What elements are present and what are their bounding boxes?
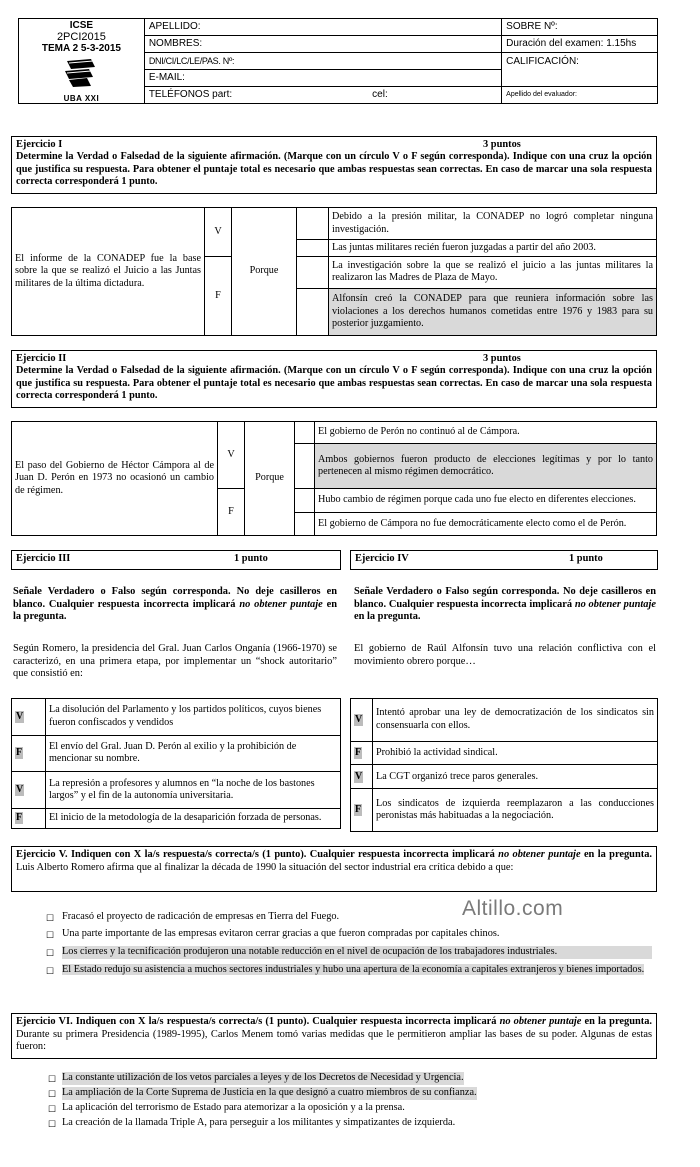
ex1-porque: Porque: [232, 208, 297, 336]
email-field[interactable]: E-MAIL:: [144, 70, 501, 87]
ex1-points: 3 puntos: [483, 139, 521, 150]
ex6-head-b: en la pregunta.: [581, 1016, 653, 1027]
ex2-title-row: [16, 353, 652, 365]
ex4-row-2: La CGT organizó trece paros generales.: [373, 765, 658, 789]
ex4-instr-b: en la pregunta.: [354, 611, 421, 623]
ex2-check-2[interactable]: [295, 489, 315, 512]
ex2-instructions: [11, 350, 657, 408]
ex2-option-3: El gobierno de Cámpora no fue democráticamente electo como el de Perón.: [315, 512, 657, 535]
ex4-row-0: Intentó aprobar una ley de democratización de los sindicatos sin consensuarla con ellos.: [373, 699, 658, 742]
ex2-f[interactable]: F: [218, 489, 245, 536]
ex3-row-1: El envío del Gral. Juan D. Perón al exilio y la prohibición de mencionar su nombre.: [46, 735, 341, 772]
ex4-cell-3[interactable]: [351, 789, 373, 832]
theme: TEMA 2 5-3-2015: [41, 43, 121, 55]
dni-field[interactable]: DNI/CI/LC/LE/PAS. Nº:: [144, 53, 501, 70]
ex1-statement: El informe de la CONADEP fue la base sobre la que se realizó el Juicio a las Juntas militares de la última dictadura.: [12, 208, 205, 336]
ex4-instr: [354, 586, 656, 624]
ex4-title-box: [350, 550, 658, 570]
ex5-head-italic: no obtener puntaje: [498, 849, 581, 860]
ex1-check-3[interactable]: [297, 288, 329, 335]
ex1-option-0: Debido a la presión militar, la CONADEP no logró completar ninguna investigación.: [329, 208, 657, 240]
ex6-checkbox-1[interactable]: ☐: [48, 1089, 57, 1099]
ex1-option-3: Alfonsín creó la CONADEP para que reuniera información sobre las violaciones a los derechos humanos cometidas entre 1976 y 1983 para su posterior juzgamiento.: [329, 288, 657, 335]
ex3-cell-1[interactable]: [12, 735, 46, 772]
telefonos-field[interactable]: [144, 87, 501, 104]
duracion: Duración del examen: 1.15hs: [502, 36, 658, 53]
ex2-check-0[interactable]: [295, 422, 315, 444]
ex6-item-0: La constante utilización de los vetos parciales a leyes y de los Decretos de Necesidad y Urgencia.: [62, 1072, 464, 1083]
ex6-checkbox-3[interactable]: ☐: [48, 1119, 57, 1129]
ex2-table: [11, 421, 657, 536]
ex4-letter-0: V: [355, 713, 363, 725]
ex5-item-3: [62, 964, 692, 977]
ex2-title: Ejercicio II: [16, 353, 67, 364]
ex1-check-2[interactable]: [297, 256, 329, 288]
ex5-text: Luis Alberto Romero afirma que al finalizar la década de 1990 la situación del sector industrial era crítica debido a que:: [16, 861, 514, 873]
ex3-row-3: El inicio de la metodología de la desaparición forzada de personas.: [46, 808, 341, 828]
ex4-table: [350, 698, 658, 832]
ex3-cell-2[interactable]: [12, 772, 46, 809]
ex3-instr-b: en la pregunta.: [13, 598, 337, 623]
ex1-v[interactable]: V: [205, 208, 232, 257]
ex4-title: Ejercicio IV: [355, 553, 409, 564]
sobre-field[interactable]: SOBRE Nº:: [502, 19, 658, 36]
ex1-f[interactable]: F: [205, 256, 232, 335]
ex1-table: [11, 207, 657, 336]
ex3-letter-0: V: [16, 710, 24, 722]
ex4-letter-2: V: [355, 770, 363, 782]
ex4-text: El gobierno de Raúl Alfonsín tuvo una relación conflictiva con el movimiento obrero porque…: [354, 643, 656, 667]
ex4-points: 1 punto: [569, 553, 603, 564]
ex2-option-2: Hubo cambio de régimen porque cada uno fue electo en diferentes elecciones.: [315, 489, 657, 512]
ex1-title: Ejercicio I: [16, 139, 63, 150]
ex1-instructions: [11, 136, 657, 194]
ex1-title-row: [16, 139, 652, 151]
ex3-points: 1 punto: [234, 553, 268, 564]
ex5-item-2: Los cierres y la tecnificación produjeron una notable reducción en el nivel de ocupación de los trabajadores industriales.: [62, 946, 652, 959]
uba-logo-icon: [61, 57, 101, 89]
ex5-item-1: Una parte importante de las empresas evitaron cerrar gracias a que fueron compradas por capitales chinos.: [62, 928, 500, 939]
watermark: Altillo.com: [462, 897, 564, 920]
cel-label: cel:: [372, 89, 388, 101]
ex3-row-2: La represión a profesores y alumnos en “la noche de los bastones largos” y el fin de la autonomía universitaria.: [46, 772, 341, 809]
ex3-cell-0[interactable]: [12, 699, 46, 736]
ex3-title-box: [11, 550, 341, 570]
ex4-cell-0[interactable]: [351, 699, 373, 742]
ex1-check-0[interactable]: [297, 208, 329, 240]
ex4-letter-3: F: [355, 803, 362, 815]
ex5-item-3-text: El Estado redujo su asistencia a muchos sectores industriales y hubo una apertura de la economía a capitales extranjeros y bienes importados.: [62, 964, 645, 975]
ex6-box: [11, 1013, 657, 1059]
ex6-item-1: La ampliación de la Corte Suprema de Justicia en la que designó a cuatro miembros de su confianza.: [62, 1087, 477, 1098]
ex4-instr-a: Señale Verdadero o Falso según corresponda. No deje casilleros en blanco. Cualquier respuesta incorrecta implicará: [354, 586, 656, 610]
ex1-instr: Determine la Verdad o Falsedad de la siguiente afirmación. (Marque con un círculo V o F según corresponda). Indique con una cruz la opción que justifica su respuesta. Para obtener el puntaje total es necesario que ambas respuestas sean correctas. En caso de marcar una sola respuesta correcta corresponderá 1 punto.: [16, 151, 652, 188]
ex6-text: Durante su primera Presidencia (1989-1995), Carlos Menem tomó varias medidas que le permitieron ampliar las bases de su poder. Algunas de estas fueron:: [16, 1028, 652, 1053]
course-code: 2PCI2015: [56, 31, 106, 44]
ex3-cell-3[interactable]: [12, 808, 46, 828]
telefonos-label: TELÉFONOS part:: [148, 89, 233, 101]
course: ICSE: [69, 20, 94, 31]
ex3-instr-a: Señale Verdadero o Falso según corresponda. No deje casilleros en blanco. Cualquier respuesta incorrecta implicará: [13, 586, 337, 610]
ex3-instr: [13, 586, 337, 624]
ex2-check-1[interactable]: [295, 444, 315, 489]
ex6-head: Ejercicio VI. Indiquen con X la/s respuesta/s correcta/s (1 punto). Cualquier respuesta incorrecta implicará: [16, 1016, 500, 1027]
ex5-item-0: Fracasó el proyecto de radicación de empresas en Tierra del Fuego.: [62, 911, 340, 922]
ex5-checkbox-1[interactable]: ☐: [46, 930, 55, 940]
ex2-check-3[interactable]: [295, 512, 315, 535]
calificacion-field[interactable]: CALIFICACIÓN:: [502, 53, 658, 87]
ex1-option-2: La investigación sobre la que se realizó el juicio a las juntas militares la realizaron las Madres de Plaza de Mayo.: [329, 256, 657, 288]
ex3-table: [11, 698, 341, 829]
ex5-head-b: en la pregunta.: [580, 849, 652, 860]
ex6-item-3: La creación de la llamada Triple A, para perseguir a los militantes y simpatizantes de izquierda.: [62, 1117, 456, 1128]
ex3-title: Ejercicio III: [16, 553, 71, 564]
header-table: [18, 18, 658, 104]
ex3-letter-2: V: [16, 783, 24, 795]
evaluador-field[interactable]: Apellido del evaluador:: [502, 87, 658, 104]
ex3-letter-3: F: [16, 812, 23, 824]
ex2-v[interactable]: V: [218, 422, 245, 489]
ex5-checkbox-0[interactable]: ☐: [46, 913, 55, 923]
ex4-instr-italic: no obtener puntaje: [574, 598, 656, 610]
ex6-checkbox-2[interactable]: ☐: [48, 1104, 57, 1114]
ex1-option-1: Las juntas militares recién fueron juzgadas a partir del año 2003.: [329, 240, 657, 257]
ex4-cell-2[interactable]: [351, 765, 373, 789]
ex3-row-0: La disolución del Parlamento y los partidos políticos, cuyos bienes fueron confiscados y vendidos: [46, 699, 341, 736]
ex3-text: Según Romero, la presidencia del Gral. Juan Carlos Onganía (1966-1970) se caracterizó, en una primera etapa, por implementar un “shock autoritario” que consistió en:: [13, 643, 337, 680]
ex5-checkbox-3[interactable]: ☐: [46, 966, 55, 976]
ex5-checkbox-2[interactable]: ☐: [46, 948, 55, 958]
nombres-field[interactable]: NOMBRES:: [144, 36, 501, 53]
uba-label: UBA XXI: [63, 93, 100, 103]
ex5-box: [11, 846, 657, 892]
ex4-row-3: Los sindicatos de izquierda reemplazaron a las conducciones peronistas más habituadas a la negociación.: [373, 789, 658, 832]
ex2-option-1: Ambos gobiernos fueron producto de elecciones legítimas y por lo tanto pertenecen al mismo régimen democrático.: [315, 444, 657, 489]
ex6-checkbox-0[interactable]: ☐: [48, 1074, 57, 1084]
ex6-item-2: La aplicación del terrorismo de Estado para atemorizar a la oposición y a la prensa.: [62, 1102, 405, 1113]
ex3-instr-italic: no obtener puntaje: [239, 598, 323, 610]
ex2-points: 3 puntos: [483, 353, 521, 364]
ex3-letter-1: F: [16, 747, 23, 759]
ex1-check-1[interactable]: [297, 240, 329, 257]
ex2-option-0: El gobierno de Perón no continuó al de Cámpora.: [315, 422, 657, 444]
ex2-statement: El paso del Gobierno de Héctor Cámpora al de Juan D. Perón en 1973 no ocasionó un cambio de régimen.: [12, 422, 218, 536]
ex5-head: Ejercicio V. Indiquen con X la/s respuesta/s correcta/s (1 punto). Cualquier respuesta incorrecta implicará: [16, 849, 499, 860]
ex2-instr: Determine la Verdad o Falsedad de la siguiente afirmación. (Marque con un círculo V o F según corresponda). Indique con una cruz la opción que justifica su respuesta. Para obtener el puntaje total es necesario que ambas respuestas sean correctas. En caso de marcar una sola respuesta correcta corresponderá 1 punto.: [16, 365, 652, 402]
header-logo-cell: [19, 19, 145, 104]
ex2-porque: Porque: [245, 422, 295, 536]
ex4-row-1: Prohibió la actividad sindical.: [373, 741, 658, 765]
apellido-field[interactable]: APELLIDO:: [144, 19, 501, 36]
ex4-cell-1[interactable]: [351, 741, 373, 765]
ex6-head-italic: no obtener puntaje: [499, 1016, 582, 1027]
ex4-letter-1: F: [355, 746, 362, 758]
